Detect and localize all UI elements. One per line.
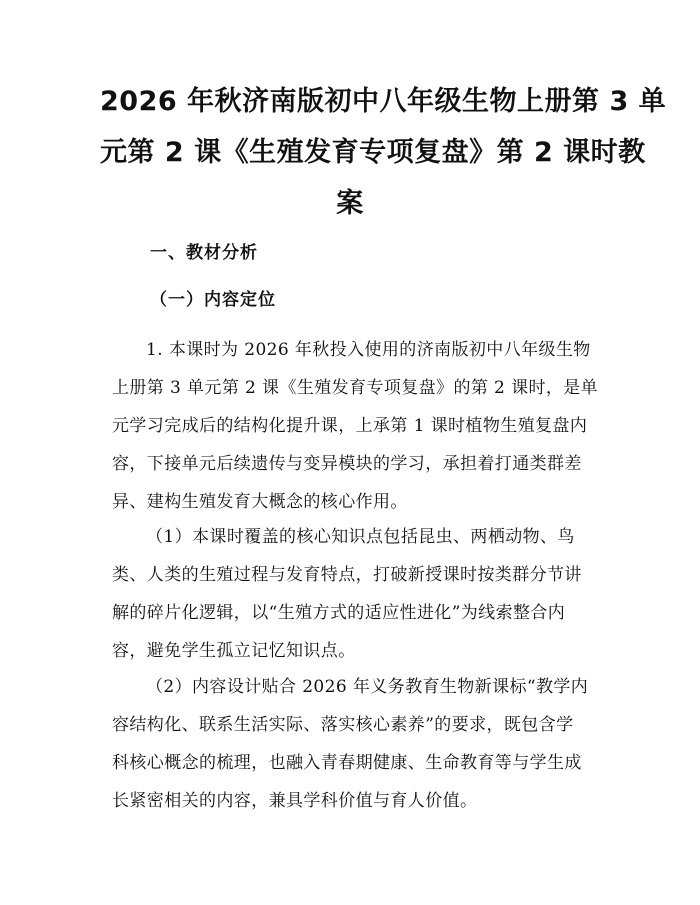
paragraph-line: 1. 本课时为 2026 年秋投入使用的济南版初中八年级生物 bbox=[146, 340, 591, 360]
paragraph-curriculum-alignment bbox=[112, 668, 602, 820]
paragraph-line: 容结构化、联系生活实际、落实核心素养”的要求，既包含学 bbox=[112, 715, 574, 735]
paragraph-core-knowledge bbox=[112, 518, 602, 670]
title-line: 案 bbox=[336, 188, 364, 219]
paragraph-line: （1）本课时覆盖的核心知识点包括昆虫、两栖动物、鸟 bbox=[146, 527, 575, 547]
paragraph-line: 容，避免学生孤立记忆知识点。 bbox=[112, 641, 356, 661]
title-line: 元第 2 课《生殖发育专项复盘》第 2 课时教 bbox=[100, 137, 646, 168]
title-line: 2026 年秋济南版初中八年级生物上册第 3 单 bbox=[100, 86, 667, 117]
subsection-heading: （一）内容定位 bbox=[150, 290, 276, 310]
document-title bbox=[100, 76, 667, 229]
paragraph-line: 类、人类的生殖过程与发育特点，打破新授课时按类群分节讲 bbox=[112, 565, 582, 585]
paragraph-line: 容，下接单元后续遗传与变异模块的学习，承担着打通类群差 bbox=[112, 454, 582, 474]
paragraph-content-positioning bbox=[112, 331, 602, 521]
paragraph-line: 解的碎片化逻辑，以“生殖方式的适应性进化”为线索整合内 bbox=[112, 603, 566, 623]
paragraph-line: 长紧密相关的内容，兼具学科价值与育人价值。 bbox=[112, 791, 478, 811]
paragraph-line: （2）内容设计贴合 2026 年义务教育生物新课标“教学内 bbox=[146, 677, 589, 697]
section-heading: 一、教材分析 bbox=[150, 243, 258, 263]
paragraph-line: 异、建构生殖发育大概念的核心作用。 bbox=[112, 492, 408, 512]
paragraph-line: 科核心概念的梳理，也融入青春期健康、生命教育等与学生成 bbox=[112, 753, 582, 773]
paragraph-line: 上册第 3 单元第 2 课《生殖发育专项复盘》的第 2 课时，是单 bbox=[112, 378, 599, 398]
paragraph-line: 元学习完成后的结构化提升课，上承第 1 课时植物生殖复盘内 bbox=[112, 416, 588, 436]
